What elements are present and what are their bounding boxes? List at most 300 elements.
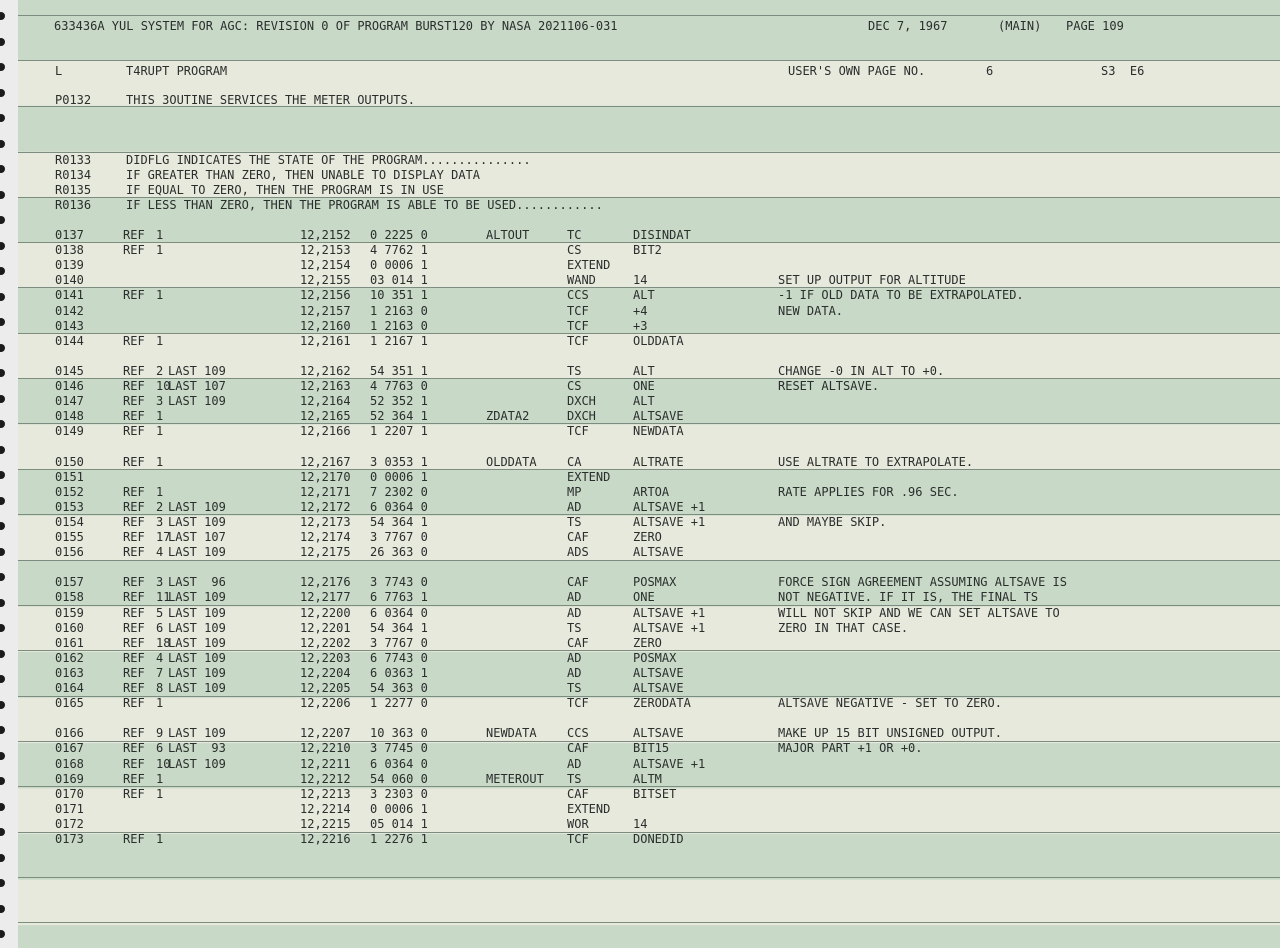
row-octal: 1 2163 0 — [370, 318, 428, 333]
feed-hole — [0, 879, 5, 887]
row-rule — [18, 922, 1280, 923]
row-ref: REF — [123, 228, 145, 242]
feed-hole — [0, 854, 5, 862]
row-address: 12,2164 — [300, 394, 351, 409]
row-seq: 0158 — [55, 590, 84, 605]
row-opcode: EXTEND — [567, 258, 611, 273]
row-ref: REF — [123, 605, 145, 620]
row-opcode: TS — [567, 681, 582, 695]
row-address: 12,2166 — [300, 424, 351, 439]
row-address: 12,2213 — [300, 786, 351, 801]
row-ref-count: 3 — [156, 514, 164, 529]
row-rule — [18, 514, 1280, 515]
row-ref: REF — [123, 243, 145, 258]
row-ref: REF — [123, 363, 145, 378]
row-operand: +4 — [633, 303, 648, 318]
row-operand: OLDDATA — [633, 333, 684, 348]
row-last-page: LAST 109 — [168, 620, 226, 635]
row-ref-count: 1 — [156, 454, 164, 469]
row-opcode: DXCH — [567, 409, 596, 424]
row-comment: MAJOR PART +1 OR +0. — [778, 741, 923, 756]
remark-text: IF GREATER THAN ZERO, THEN UNABLE TO DISPLAY DATA — [126, 168, 481, 182]
row-seq: 0168 — [55, 756, 84, 771]
row-octal: 10 351 1 — [370, 288, 428, 303]
row-comment: NOT NEGATIVE. IF IT IS, THE FINAL TS — [778, 590, 1039, 605]
row-ref-count: 5 — [156, 605, 164, 620]
row-ref: REF — [123, 499, 145, 514]
row-last-page: LAST 109 — [168, 605, 226, 620]
row-last-page: LAST 93 — [168, 741, 226, 756]
row-operand: ALTSAVE +1 — [633, 605, 706, 620]
row-octal: 54 364 1 — [370, 514, 428, 529]
feed-hole — [0, 216, 5, 224]
row-operand: ALTSAVE — [633, 545, 684, 560]
row-operand: ALT — [633, 363, 655, 378]
row-address: 12,2215 — [300, 816, 351, 831]
row-address: 12,2167 — [300, 454, 351, 469]
log-level: L — [55, 64, 63, 78]
row-seq: 0146 — [55, 379, 84, 393]
row-octal: 0 0006 1 — [370, 801, 428, 816]
row-operand: BITSET — [633, 786, 677, 801]
row-seq: 0138 — [55, 243, 84, 258]
row-ref-count: 18 — [156, 635, 171, 650]
row-ref-count: 1 — [156, 424, 164, 439]
feed-hole — [0, 650, 5, 658]
row-ref-count: 2 — [156, 363, 164, 378]
row-seq: 0167 — [55, 741, 84, 756]
row-operand: ALTRATE — [633, 454, 684, 469]
row-operand: BIT2 — [633, 243, 662, 258]
feed-hole — [0, 752, 5, 760]
row-seq: 0162 — [55, 650, 84, 665]
row-octal: 0 2225 0 — [370, 228, 428, 242]
row-ref-count: 1 — [156, 786, 164, 801]
row-octal: 3 0353 1 — [370, 454, 428, 469]
row-address: 12,2207 — [300, 726, 351, 741]
row-rule — [18, 15, 1280, 16]
row-rule — [18, 60, 1280, 61]
remark-seq: R0133 — [55, 153, 92, 167]
row-opcode: CAF — [567, 575, 589, 590]
row-operand: ALTSAVE — [633, 409, 684, 424]
row-comment: -1 IF OLD DATA TO BE EXTRAPOLATED. — [778, 288, 1024, 303]
row-seq: 0164 — [55, 681, 84, 695]
row-address: 12,2172 — [300, 499, 351, 514]
row-seq: 0137 — [55, 228, 84, 242]
row-rule — [18, 741, 1280, 742]
row-seq: 0145 — [55, 363, 84, 378]
row-seq: 0154 — [55, 514, 84, 529]
row-seq: 0150 — [55, 454, 84, 469]
row-operand: NEWDATA — [633, 424, 684, 439]
row-octal: 6 0364 0 — [370, 756, 428, 771]
row-opcode: TCF — [567, 318, 589, 333]
remark-text: DIDFLG INDICATES THE STATE OF THE PROGRAM............... — [126, 153, 531, 167]
row-opcode: CS — [567, 379, 582, 393]
row-octal: 4 7762 1 — [370, 243, 428, 258]
row-opcode: AD — [567, 650, 582, 665]
row-octal: 6 0364 0 — [370, 499, 428, 514]
row-seq: 0170 — [55, 786, 84, 801]
row-seq: 0139 — [55, 258, 84, 273]
row-comment: FORCE SIGN AGREEMENT ASSUMING ALTSAVE IS — [778, 575, 1067, 590]
row-ref-count: 4 — [156, 545, 164, 560]
row-opcode: CCS — [567, 288, 589, 303]
row-operand: ALTSAVE — [633, 665, 684, 680]
row-ref-count: 6 — [156, 620, 164, 635]
row-symbol: OLDDATA — [486, 454, 537, 469]
row-address: 12,2204 — [300, 665, 351, 680]
row-last-page: LAST 109 — [168, 590, 226, 605]
row-rule — [18, 106, 1280, 107]
row-seq: 0142 — [55, 303, 84, 318]
row-opcode: TS — [567, 363, 582, 378]
feed-hole — [0, 12, 5, 20]
feed-hole — [0, 828, 5, 836]
row-last-page: LAST 109 — [168, 726, 226, 741]
feed-hole — [0, 63, 5, 71]
row-last-page: LAST 109 — [168, 499, 226, 514]
row-seq: 0152 — [55, 484, 84, 499]
remark-text: IF EQUAL TO ZERO, THEN THE PROGRAM IS IN USE — [126, 183, 444, 197]
row-operand: 14 — [633, 273, 648, 288]
row-rule — [18, 832, 1280, 833]
row-octal: 1 2276 1 — [370, 832, 428, 846]
row-octal: 6 7743 0 — [370, 650, 428, 665]
row-ref-count: 8 — [156, 681, 164, 695]
row-seq: 0172 — [55, 816, 84, 831]
row-address: 12,2203 — [300, 650, 351, 665]
feed-hole — [0, 114, 5, 122]
row-operand: ONE — [633, 379, 655, 393]
row-seq: 0149 — [55, 424, 84, 439]
row-operand: ALTM — [633, 771, 662, 786]
row-seq: 0153 — [55, 499, 84, 514]
row-ref: REF — [123, 756, 145, 771]
row-rule — [18, 378, 1280, 379]
row-ref: REF — [123, 333, 145, 348]
row-last-page: LAST 109 — [168, 756, 226, 771]
row-opcode: AD — [567, 499, 582, 514]
row-ref: REF — [123, 650, 145, 665]
row-ref-count: 10 — [156, 379, 171, 393]
row-octal: 54 364 1 — [370, 620, 428, 635]
row-ref-count: 10 — [156, 756, 171, 771]
row-ref-count: 1 — [156, 288, 164, 303]
feed-hole — [0, 624, 5, 632]
row-ref-count: 1 — [156, 409, 164, 424]
feed-hole — [0, 497, 5, 505]
remark-text: IF LESS THAN ZERO, THEN THE PROGRAM IS ABLE TO BE USED............ — [126, 198, 603, 212]
row-opcode: MP — [567, 484, 582, 499]
row-seq: 0144 — [55, 333, 84, 348]
row-ref: REF — [123, 681, 145, 695]
row-opcode: TCF — [567, 832, 589, 846]
row-rule — [18, 242, 1280, 243]
row-symbol: ALTOUT — [486, 228, 530, 242]
remark-text: THIS 3OUTINE SERVICES THE METER OUTPUTS. — [126, 93, 415, 107]
row-opcode: CAF — [567, 741, 589, 756]
row-symbol: NEWDATA — [486, 726, 537, 741]
feed-hole — [0, 905, 5, 913]
row-ref: REF — [123, 771, 145, 786]
remark-seq: P0132 — [55, 93, 92, 107]
row-octal: 1 2207 1 — [370, 424, 428, 439]
feed-hole — [0, 777, 5, 785]
listing-title: 633436A YUL SYSTEM FOR AGC: REVISION 0 OF PROGRAM BURST120 BY NASA 2021106-031 — [54, 19, 618, 33]
row-octal: 3 7745 0 — [370, 741, 428, 756]
row-seq: 0141 — [55, 288, 84, 303]
row-seq: 0148 — [55, 409, 84, 424]
row-ref: REF — [123, 741, 145, 756]
row-octal: 1 2167 1 — [370, 333, 428, 348]
row-comment: RESET ALTSAVE. — [778, 379, 880, 393]
row-seq: 0161 — [55, 635, 84, 650]
row-address: 12,2161 — [300, 333, 351, 348]
row-comment: USE ALTRATE TO EXTRAPOLATE. — [778, 454, 974, 469]
row-address: 12,2212 — [300, 771, 351, 786]
row-octal: 26 363 0 — [370, 545, 428, 560]
row-seq: 0157 — [55, 575, 84, 590]
row-rule — [18, 333, 1280, 334]
row-comment: ALTSAVE NEGATIVE - SET TO ZERO. — [778, 696, 1002, 711]
row-octal: 54 060 0 — [370, 771, 428, 786]
row-comment: SET UP OUTPUT FOR ALTITUDE — [778, 273, 966, 288]
row-address: 12,2214 — [300, 801, 351, 816]
feed-hole — [0, 420, 5, 428]
row-address: 12,2201 — [300, 620, 351, 635]
row-comment: ZERO IN THAT CASE. — [778, 620, 909, 635]
row-last-page: LAST 109 — [168, 394, 226, 409]
feed-hole — [0, 675, 5, 683]
row-octal: 0 0006 1 — [370, 258, 428, 273]
row-ref-count: 1 — [156, 228, 164, 242]
row-symbol: METEROUT — [486, 771, 544, 786]
row-ref: REF — [123, 530, 145, 544]
row-address: 12,2155 — [300, 273, 351, 288]
row-address: 12,2165 — [300, 409, 351, 424]
row-seq: 0171 — [55, 801, 84, 816]
row-ref: REF — [123, 635, 145, 650]
row-opcode: AD — [567, 590, 582, 605]
row-octal: 54 351 1 — [370, 363, 428, 378]
row-operand: ARTOA — [633, 484, 670, 499]
row-address: 12,2174 — [300, 530, 351, 544]
row-operand: ALTSAVE +1 — [633, 620, 706, 635]
row-octal: 03 014 1 — [370, 273, 428, 288]
row-address: 12,2173 — [300, 514, 351, 529]
row-seq: 0151 — [55, 469, 84, 484]
feed-hole — [0, 395, 5, 403]
row-octal: 3 7743 0 — [370, 575, 428, 590]
row-ref-count: 17 — [156, 530, 171, 544]
row-opcode: TCF — [567, 696, 589, 711]
row-opcode: WAND — [567, 273, 596, 288]
row-address: 12,2152 — [300, 228, 351, 242]
row-ref-count: 1 — [156, 832, 164, 846]
row-octal: 54 363 0 — [370, 681, 428, 695]
row-address: 12,2160 — [300, 318, 351, 333]
user-page-label: USER'S OWN PAGE NO. — [788, 64, 926, 78]
feed-hole — [0, 446, 5, 454]
row-opcode: TCF — [567, 303, 589, 318]
remark-seq: R0136 — [55, 198, 92, 212]
feed-hole — [0, 38, 5, 46]
row-operand: ALT — [633, 288, 655, 303]
row-address: 12,2177 — [300, 590, 351, 605]
row-address: 12,2205 — [300, 681, 351, 695]
row-ref: REF — [123, 575, 145, 590]
row-last-page: LAST 107 — [168, 530, 226, 544]
row-opcode: AD — [567, 665, 582, 680]
row-octal: 3 7767 0 — [370, 530, 428, 544]
row-symbol: ZDATA2 — [486, 409, 530, 424]
row-opcode: TS — [567, 620, 582, 635]
row-seq: 0160 — [55, 620, 84, 635]
row-octal: 52 364 1 — [370, 409, 428, 424]
row-opcode: CAF — [567, 635, 589, 650]
feed-hole — [0, 344, 5, 352]
feed-hole — [0, 701, 5, 709]
row-address: 12,2210 — [300, 741, 351, 756]
row-octal: 52 352 1 — [370, 394, 428, 409]
row-ref: REF — [123, 288, 145, 303]
row-rule — [18, 423, 1280, 424]
row-last-page: LAST 109 — [168, 665, 226, 680]
row-opcode: CAF — [567, 786, 589, 801]
feed-hole — [0, 803, 5, 811]
row-opcode: AD — [567, 605, 582, 620]
row-ref-count: 1 — [156, 696, 164, 711]
row-comment: RATE APPLIES FOR .96 SEC. — [778, 484, 959, 499]
row-operand: ZERODATA — [633, 696, 691, 711]
row-address: 12,2157 — [300, 303, 351, 318]
row-address: 12,2156 — [300, 288, 351, 303]
row-opcode: TS — [567, 771, 582, 786]
page-number: PAGE 109 — [1066, 19, 1124, 33]
row-ref-count: 3 — [156, 575, 164, 590]
feed-hole — [0, 267, 5, 275]
row-operand: POSMAX — [633, 575, 677, 590]
row-seq: 0169 — [55, 771, 84, 786]
row-ref-count: 4 — [156, 650, 164, 665]
feed-hole — [0, 599, 5, 607]
feed-hole — [0, 522, 5, 530]
feed-hole — [0, 471, 5, 479]
row-ref: REF — [123, 545, 145, 560]
listing-section: (MAIN) — [998, 19, 1042, 33]
row-octal: 4 7763 0 — [370, 379, 428, 393]
row-ref: REF — [123, 832, 145, 846]
row-ref: REF — [123, 409, 145, 424]
row-seq: 0156 — [55, 545, 84, 560]
row-rule — [18, 152, 1280, 153]
row-operand: 14 — [633, 816, 648, 831]
row-comment: NEW DATA. — [778, 303, 844, 318]
remark-seq: R0134 — [55, 168, 92, 182]
row-seq: 0143 — [55, 318, 84, 333]
row-address: 12,2171 — [300, 484, 351, 499]
row-octal: 3 2303 0 — [370, 786, 428, 801]
row-last-page: LAST 109 — [168, 650, 226, 665]
row-operand: ALTSAVE — [633, 726, 684, 741]
row-operand: ALTSAVE +1 — [633, 514, 706, 529]
row-opcode: EXTEND — [567, 801, 611, 816]
row-operand: ZERO — [633, 530, 662, 544]
feed-hole — [0, 191, 5, 199]
row-ref-count: 1 — [156, 333, 164, 348]
listing-page — [18, 0, 1280, 948]
row-seq: 0155 — [55, 530, 84, 544]
row-last-page: LAST 109 — [168, 681, 226, 695]
row-opcode: CCS — [567, 726, 589, 741]
row-seq: 0159 — [55, 605, 84, 620]
row-ref: REF — [123, 394, 145, 409]
row-rule — [18, 560, 1280, 561]
row-opcode: WOR — [567, 816, 589, 831]
row-ref-count: 7 — [156, 665, 164, 680]
row-ref-count: 11 — [156, 590, 171, 605]
row-last-page: LAST 107 — [168, 379, 226, 393]
row-ref-count: 1 — [156, 243, 164, 258]
row-opcode: TS — [567, 514, 582, 529]
feed-hole — [0, 89, 5, 97]
row-last-page: LAST 109 — [168, 514, 226, 529]
row-seq: 0173 — [55, 832, 84, 846]
feed-hole — [0, 548, 5, 556]
row-octal: 0 0006 1 — [370, 469, 428, 484]
row-operand: POSMAX — [633, 650, 677, 665]
row-last-page: LAST 96 — [168, 575, 226, 590]
row-rule — [18, 650, 1280, 651]
row-rule — [18, 696, 1280, 697]
row-address: 12,2175 — [300, 545, 351, 560]
row-ref: REF — [123, 454, 145, 469]
row-seq: 0163 — [55, 665, 84, 680]
row-rule — [18, 605, 1280, 606]
row-ref: REF — [123, 696, 145, 711]
row-operand: ALTSAVE +1 — [633, 756, 706, 771]
row-octal: 05 014 1 — [370, 816, 428, 831]
row-ref: REF — [123, 665, 145, 680]
row-address: 12,2206 — [300, 696, 351, 711]
row-opcode: AD — [567, 756, 582, 771]
feed-hole — [0, 242, 5, 250]
row-octal: 7 2302 0 — [370, 484, 428, 499]
row-address: 12,2202 — [300, 635, 351, 650]
feed-hole — [0, 140, 5, 148]
row-rule — [18, 877, 1280, 878]
row-last-page: LAST 109 — [168, 635, 226, 650]
row-octal: 6 7763 1 — [370, 590, 428, 605]
row-operand: ZERO — [633, 635, 662, 650]
listing-codes: S3 E6 — [1101, 64, 1145, 78]
row-opcode: TCF — [567, 333, 589, 348]
user-page-number: 6 — [986, 64, 994, 78]
row-address: 12,2154 — [300, 258, 351, 273]
row-opcode: TC — [567, 228, 582, 242]
row-opcode: EXTEND — [567, 469, 611, 484]
row-seq: 0140 — [55, 273, 84, 288]
row-operand: ALTSAVE +1 — [633, 499, 706, 514]
row-last-page: LAST 109 — [168, 545, 226, 560]
row-operand: ONE — [633, 590, 655, 605]
row-ref: REF — [123, 514, 145, 529]
row-ref-count: 6 — [156, 741, 164, 756]
row-address: 12,2176 — [300, 575, 351, 590]
row-comment: WILL NOT SKIP AND WE CAN SET ALTSAVE TO — [778, 605, 1060, 620]
